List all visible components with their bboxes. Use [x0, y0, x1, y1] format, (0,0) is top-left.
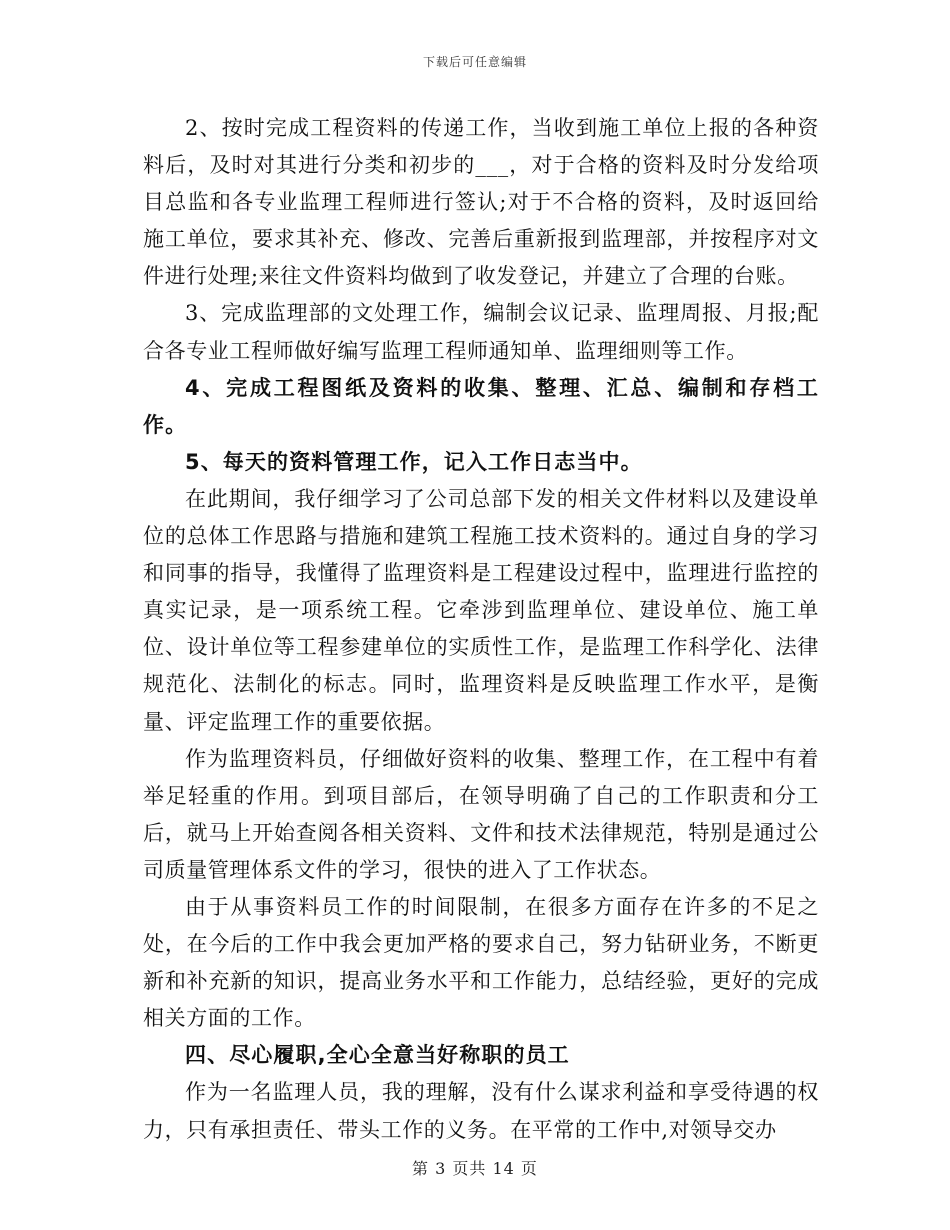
page-header: 下载后可任意编辑: [422, 55, 527, 69]
paragraph-role: 作为监理资料员，仔细做好资料的收集、整理工作，在工程中有着举足轻重的作用。到项目部后，在领导明确了自己的工作职责和分工后，就马上开始查阅各相关资料、文件和技术法律规范，特别是通过公司质量管理体系文件的学习，很快的进入了工作状态。: [143, 746, 819, 882]
paragraph-item-4-bold: 4、完成工程图纸及资料的收集、整理、汇总、编制和存档工作。: [143, 375, 819, 437]
paragraph-duty: 作为一名监理人员，我的理解，没有什么谋求利益和享受待遇的权力，只有承担责任、带头工作的义务。在平常的工作中,对领导交办: [143, 1080, 819, 1142]
paragraph-item-5-bold: 5、每天的资料管理工作，记入工作日志当中。: [185, 449, 643, 474]
paragraph-improvement: 由于从事资料员工作的时间限制，在很多方面存在许多的不足之处，在今后的工作中我会更加严格的要求自己，努力钻研业务，不断更新和补充新的知识，提高业务水平和工作能力，总结经验，更好的完成相关方面的工作。: [143, 894, 819, 1031]
section-heading-four: 四、尽心履职,全心全意当好称职的员工: [185, 1043, 570, 1068]
page-footer: 第 3 页共 14 页: [412, 1159, 538, 1178]
paragraph-item-2: 2、按时完成工程资料的传递工作，当收到施工单位上报的各种资料后，及时对其进行分类和初步的___，对于合格的资料及时分发给项目总监和各专业监理工程师进行签认;对于不合格的资料，及时返回给施工单位，要求其补充、修改、完善后重新报到监理部，并按程序对文件进行处理;来往文件资料均做到了收发登记，并建立了合理的台账。: [143, 116, 819, 289]
paragraph-item-3: 3、完成监理部的文处理工作，编制会议记录、监理周报、月报;配合各专业工程师做好编写监理工程师通知单、监理细则等工作。: [143, 301, 819, 363]
document-body: [143, 110, 819, 1149]
paragraph-study: 在此期间，我仔细学习了公司总部下发的相关文件材料以及建设单位的总体工作思路与措施和建筑工程施工技术资料的。通过自身的学习和同事的指导，我懂得了监理资料是工程建设过程中，监理进行监控的真实记录，是一项系统工程。它牵涉到监理单位、建设单位、施工单位、设计单位等工程参建单位的实质性工作，是监理工作科学化、法律规范化、法制化的标志。同时，监理资料是反映监理工作水平，是衡量、评定监理工作的重要依据。: [143, 486, 819, 734]
